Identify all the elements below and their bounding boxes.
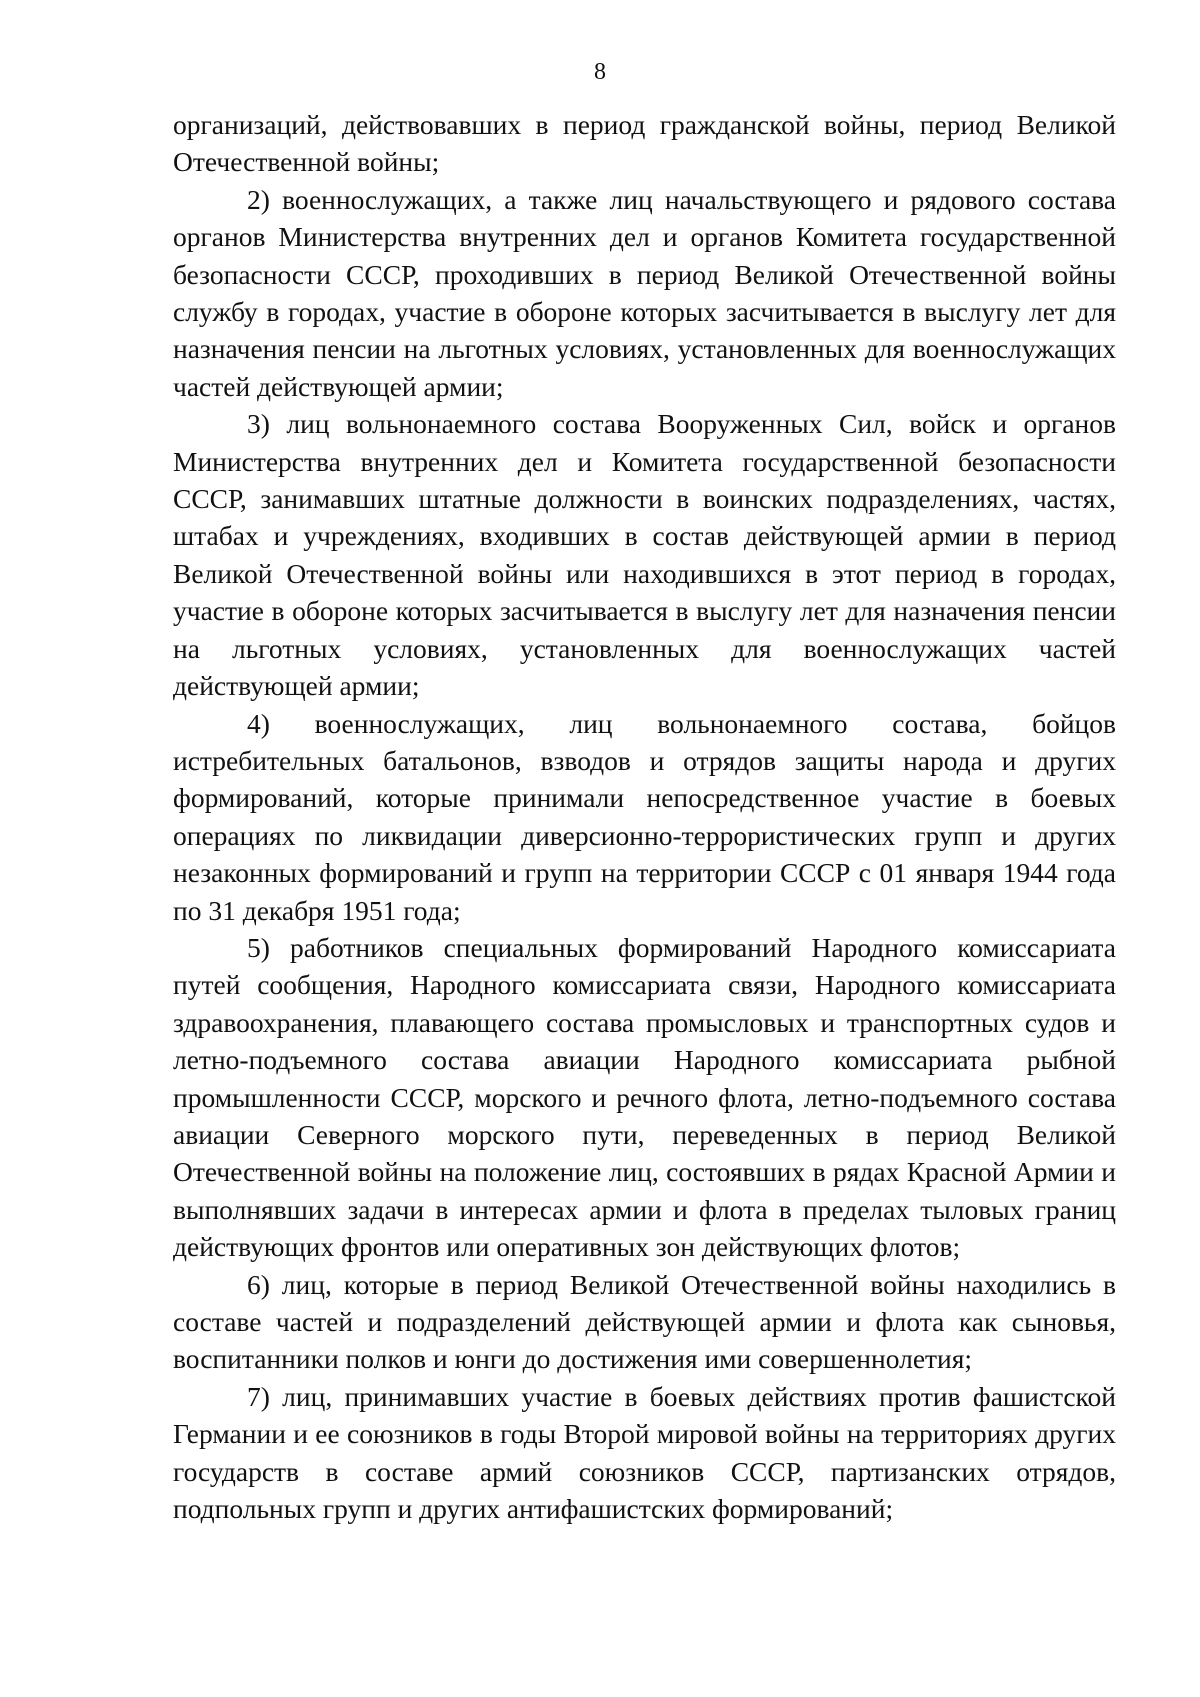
- page-number: 8: [594, 59, 606, 85]
- paragraph-item-5: 5) работников специальных формирований Народного комиссариата путей сообщения, Народного комиссариата связи, Народного комиссариата здравоохранения, плавающего состава промысловых и транспортных судов и летно-подъемного состава авиации Народного комиссариата рыбной промышленности СССР, морского и речного флота, летно-подъемного состава авиации Северного морского пути, переведенных в период Великой Отечественной войны на положение лиц, состоявших в рядах Красной Армии и выполнявших задачи в интересах армии и флота в пределах тыловых границ действующих фронтов или оперативных зон действующих флотов;: [173, 931, 1116, 1263]
- paragraph-item-6: 6) лиц, которые в период Великой Отечественной войны находились в составе частей и подразделений действующей армии и флота как сыновья, воспитанники полков и юнги до достижения ими совершеннолетия;: [173, 1268, 1116, 1375]
- paragraph-continuation: организаций, действовавших в период гражданской войны, период Великой Отечественной войны;: [173, 109, 1116, 178]
- paragraph-item-7: 7) лиц, принимавших участие в боевых действиях против фашистской Германии и ее союзников в годы Второй мировой войны на территориях других государств в составе армий союзников СССР, партизанских отрядов, подпольных групп и других антифашистских формирований;: [173, 1380, 1116, 1525]
- paragraph-item-4: 4) военнослужащих, лиц вольнонаемного состава, бойцов истребительных батальонов, взводов и отрядов защиты народа и других формирований, которые принимали непосредственное участие в боевых операциях по ликвидации диверсионно-террористических групп и других незаконных формирований и групп на территории СССР с 01 января 1944 года по 31 декабря 1951 года;: [173, 707, 1116, 926]
- document-body: [173, 106, 1116, 1527]
- paragraph-item-3: 3) лиц вольнонаемного состава Вооруженных Сил, войск и органов Министерства внутренних дел и Комитета государственной безопасности СССР, занимавших штатные должности в воинских подразделениях, частях, штабах и учреждениях, входивших в состав действующей армии в период Великой Отечественной войны или находившихся в этот период в городах, участие в обороне которых засчитывается в выслугу лет для назначения пенсии на льготных условиях, установленных для военнослужащих частей действующей армии;: [173, 408, 1116, 702]
- paragraph-item-2: 2) военнослужащих, а также лиц начальствующего и рядового состава органов Министерства внутренних дел и органов Комитета государственной безопасности СССР, проходивших в период Великой Отечественной войны службу в городах, участие в обороне которых засчитывается в выслугу лет для назначения пенсии на льготных условиях, установленных для военнослужащих частей действующей армии;: [173, 183, 1116, 402]
